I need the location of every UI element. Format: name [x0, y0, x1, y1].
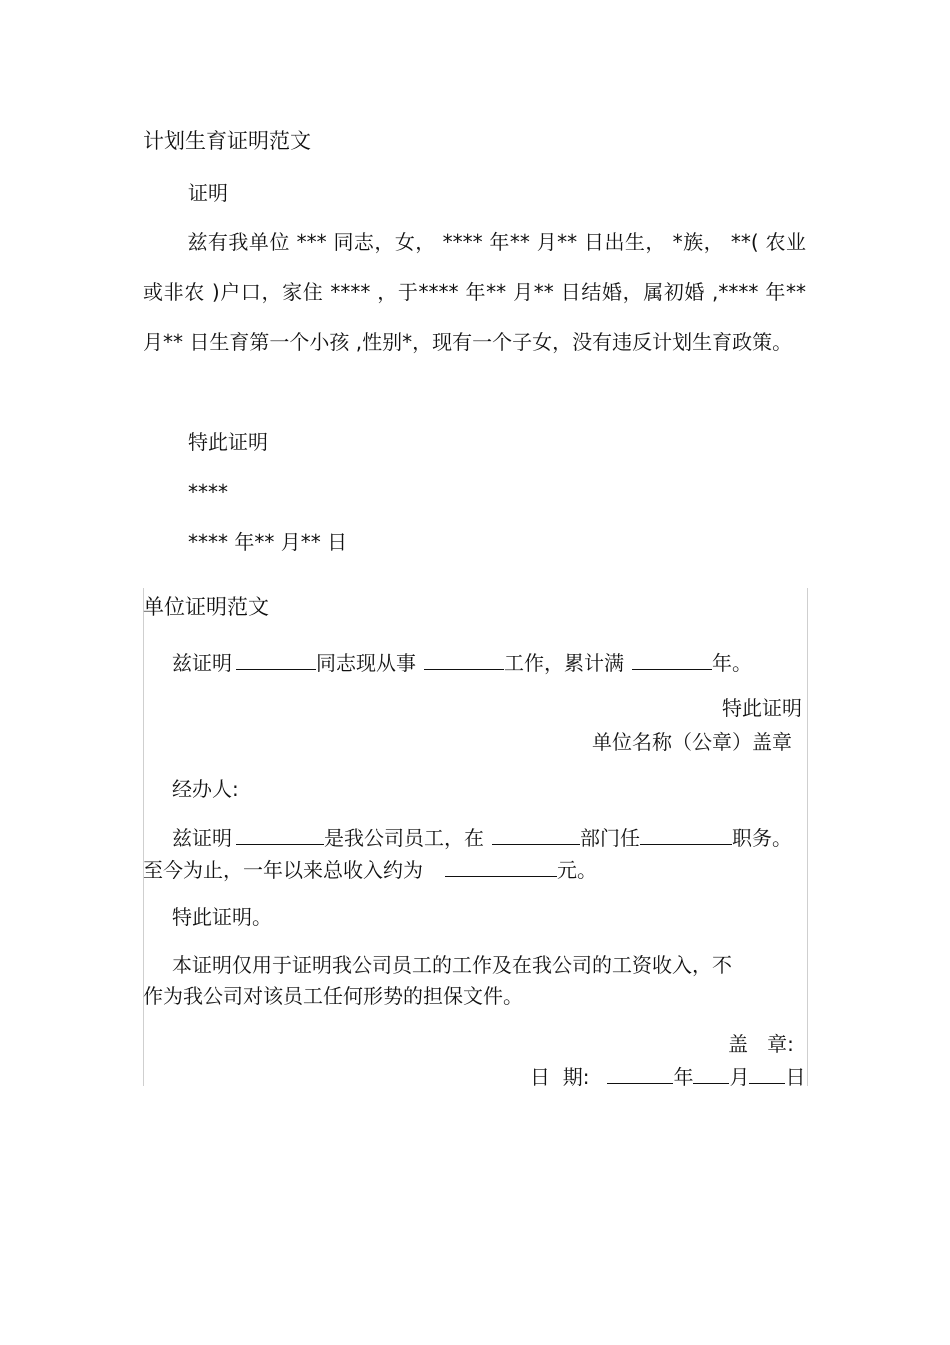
blank-year	[607, 1063, 673, 1084]
doc2-title: 单位证明范文	[143, 595, 269, 619]
blank-years	[632, 649, 712, 670]
doc2-unit-seal: 单位名称（公章）盖章	[592, 730, 792, 754]
doc2-closing-right: 特此证明	[722, 696, 802, 720]
doc2-note-line2: 作为我公司对该员工任何形势的担保文件。	[143, 984, 523, 1008]
text: 兹证明	[172, 826, 232, 850]
text: 同志现从事	[316, 651, 416, 675]
text: 兹证明	[172, 651, 232, 675]
doc2-seal-label: 盖 章:	[728, 1032, 794, 1056]
blank-day	[749, 1063, 785, 1084]
doc2-line3	[143, 856, 597, 883]
blank-income	[445, 856, 557, 877]
doc1-closing: 特此证明	[188, 430, 268, 454]
doc2-closing2: 特此证明。	[172, 905, 272, 929]
doc1-title: 计划生育证明范文	[143, 129, 311, 153]
doc1-body	[143, 217, 806, 367]
text: 元。	[557, 858, 597, 882]
text: 至今为止，一年以来总收入约为	[143, 858, 423, 882]
doc2-note-line1: 本证明仅用于证明我公司员工的工作及在我公司的工资收入，不	[172, 953, 732, 977]
year-label: 年	[673, 1065, 694, 1089]
doc1-signer: ****	[188, 480, 228, 504]
text: 是我公司员工，在	[324, 826, 484, 850]
blank-month	[693, 1063, 729, 1084]
blank-position	[640, 824, 732, 845]
blank-work	[424, 649, 504, 670]
blank-employee	[236, 824, 324, 845]
text: 职务。	[732, 826, 792, 850]
blank-name	[236, 649, 316, 670]
doc1-body-text: 兹有我单位 *** 同志，女， **** 年** 月** 日出生， *族， **( 农业或非农 )户口，家住 **** ，于**** 年** 月** 日结婚，属初婚 ,**** 年** 月** 日生育第一个小孩 ,性别*，现有一个子女，没有违反计划生育政策。	[143, 230, 806, 354]
doc2-date-row	[530, 1063, 805, 1090]
text: 年。	[712, 651, 752, 675]
doc2-line2	[172, 824, 792, 851]
date-label: 日 期:	[530, 1065, 590, 1089]
text: 部门任	[580, 826, 640, 850]
doc2-handler: 经办人:	[172, 777, 239, 801]
text: 工作，累计满	[504, 651, 624, 675]
day-label: 日	[785, 1065, 806, 1089]
doc1-heading: 证明	[188, 181, 228, 205]
doc2-line1	[172, 649, 752, 676]
blank-department	[492, 824, 580, 845]
doc1-date: **** 年** 月** 日	[188, 530, 348, 554]
month-label: 月	[729, 1065, 750, 1089]
